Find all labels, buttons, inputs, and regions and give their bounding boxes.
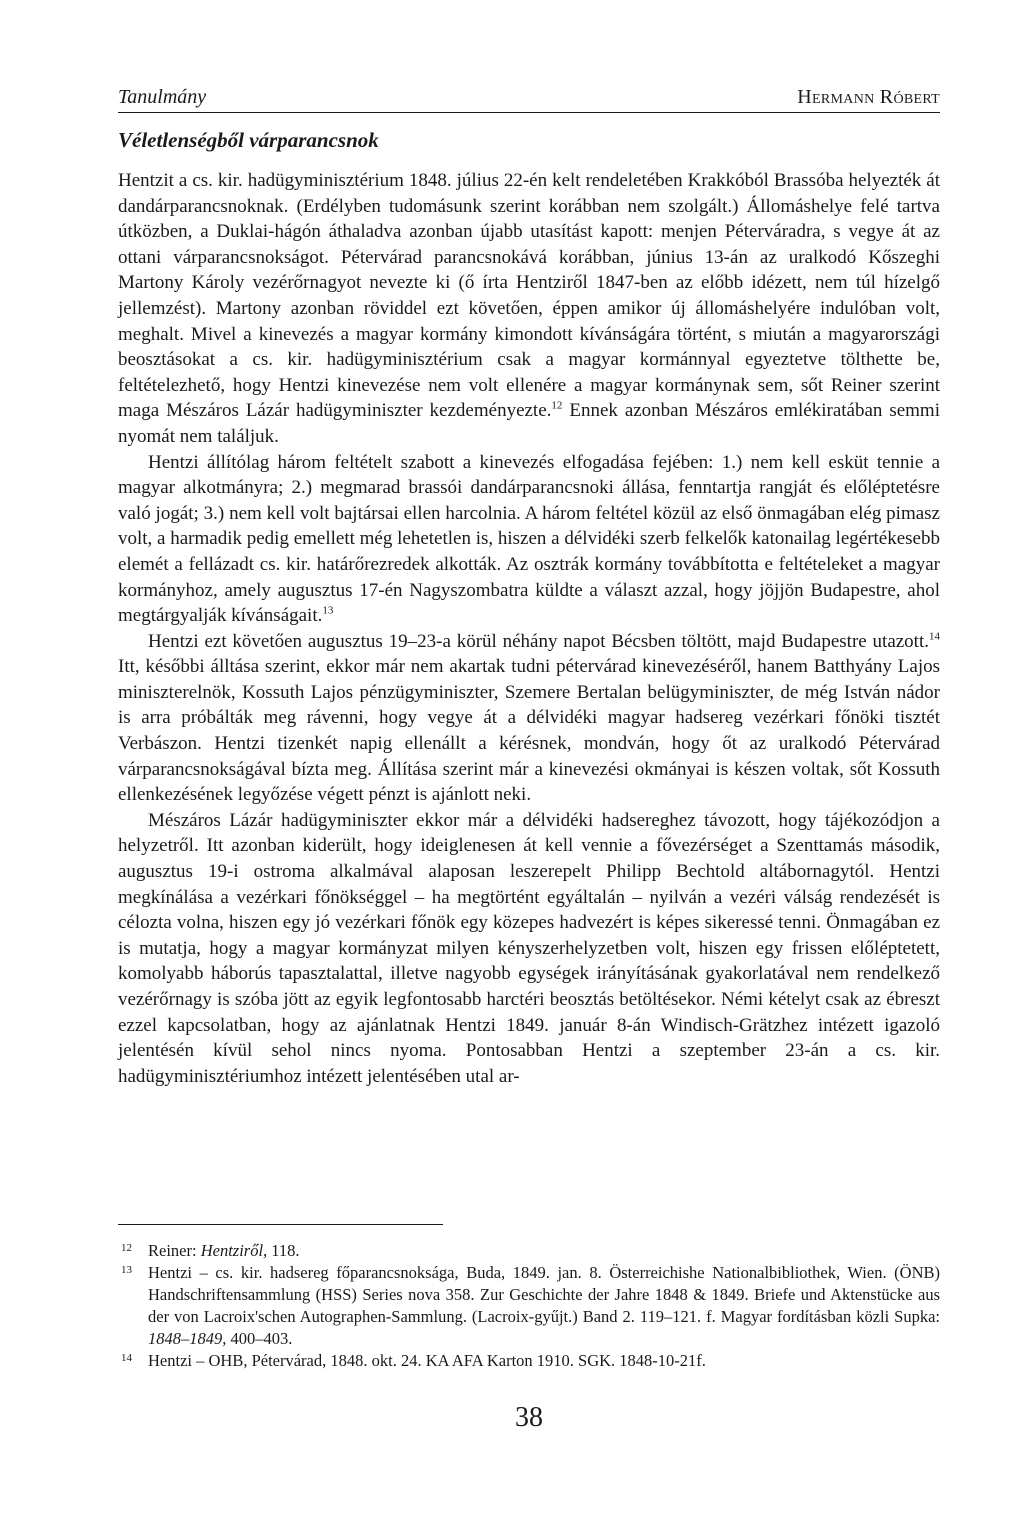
footnote bbox=[118, 1240, 940, 1262]
paragraph bbox=[118, 808, 940, 1090]
footnote-ref[interactable]: 12 bbox=[551, 400, 563, 413]
document-page bbox=[118, 0, 940, 1519]
text-run: Mészáros Lázár hadügyminiszter ekkor már a délvidéki hadsereghez távozott, hogy tájékozódjon a helyzetről. Itt azonban kiderült, hogy ideiglenesen át kell vennie a fővezérséget a Szenttamás második, augusztus 19-i ostroma alkalmával alaposan leszerepelt Philipp Bechtold altábornagytól. Hentzi megkínálása a vezérkari főnökséggel – ha megtörtént egyáltalán – nyilván a vezéri válság rendezését is célozta volna, hiszen egy jó vezérkari főnök egy közepes hadvezért is képes sikeressé tenni. Önmagában ez is mutatja, hogy a magyar kormányzat milyen kényszerhelyzetben volt, hiszen egy frissen előléptetett, komolyabb háborús tapasztalattal, illetve nagyobb egységek irányításának gyakorlatával nem rendelkező vezérőrnagy is szóba jött az egyik legfontosabb harctéri beosztás betöltésekor. Némi kételyt csak az ébreszt ezzel kapcsolatban, hogy az ajánlatnak Hentzi 1849. január 8-án Windisch-Grätzhez intézett igazoló jelentésén kívül sehol nincs nyoma. Pontosabban Hentzi a szeptember 23-án a cs. kir. hadügyminisztériumhoz intézett jelentésében utal ar- bbox=[118, 809, 940, 1087]
footnote-divider bbox=[118, 1224, 443, 1225]
footnote-ref[interactable]: 13 bbox=[322, 604, 334, 617]
footnote-number: 14 bbox=[121, 1352, 132, 1364]
paragraph bbox=[118, 450, 940, 629]
text-run: 400–403. bbox=[226, 1329, 293, 1348]
author-name: Hermann Róbert bbox=[797, 86, 940, 108]
footnotes bbox=[118, 1240, 940, 1372]
italic-text: Hentziről, bbox=[200, 1241, 268, 1260]
text-run: Hentzit a cs. kir. hadügyminisztérium 1848. július 22-én kelt rendeletében Krakkóból Brassóba helyezték át dandárparancsnoknak. (Erdélyben tudomásunk szerint korábban nem szolgált.) Állomáshelye felé tartva útközben, a Duklai-hágón áthaladva azonban újabb utasítást kapott: menjen Péterváradra, s vegye át az ottani várparancsnokságot. Pétervárad parancsnokává korábban, június 13-án az uralkodó Kőszeghi Martony Károly vezérőrnagyot nevezte ki (ő írta Hentziről 1847-ben az előbb idézett, nem túl hízelgő jellemzést). Martony azonban röviddel ezt követően, éppen amikor új állomáshelyére indulóban volt, meghalt. Mivel a kinevezés a magyar kormány kimondott kívánságára történt, s miután a magyarországi beosztásokat a cs. kir. hadügyminisztérium csak a magyar kormánnyal egyeztetve tölthette be, feltételezhető, hogy Hentzi kinevezése nem volt ellenére a magyar kormánynak sem, sőt Reiner szerint maga Mészáros Lázár hadügyminiszter kezdeményezte. bbox=[118, 170, 940, 422]
paragraph bbox=[118, 168, 940, 450]
text-run: Hentzi – OHB, Pétervárad, 1848. okt. 24. KA AFA Karton 1910. SGK. 1848-10-21f. bbox=[148, 1351, 706, 1370]
footnote-number: 13 bbox=[121, 1264, 132, 1276]
text-run: 118. bbox=[267, 1241, 300, 1260]
footnote-ref[interactable]: 14 bbox=[929, 630, 940, 643]
footnote bbox=[118, 1350, 940, 1372]
paragraph bbox=[118, 629, 940, 808]
text-run: Hentzi ezt követően augusztus 19–23-a körül néhány napot Bécsben töltött, majd Budapestre utazott. bbox=[148, 630, 929, 652]
body-text bbox=[118, 168, 940, 1089]
text-run: Ennek azonban Mészáros emlékiratában semmi nyomát nem találjuk. bbox=[118, 400, 940, 447]
text-run: Hentzi – cs. kir. hadsereg főparancsnoksága, Buda, 1849. jan. 8. Österreichishe Nationalbibliothek, Wien. (ÖNB) Handschriftensammlung (HSS) Series nova 358. Zur Geschichte der Jahre 1848 & 1849. Briefe und Aktenstücke aus der von Lacroix'schen Autographen-Sammlung. (Lacroix-gyűjt.) Band 2. 119–121. f. Magyar fordításban közli Supka: bbox=[148, 1263, 940, 1326]
text-run: Hentzi állítólag három feltételt szabott a kinevezés elfogadása fejében: 1.) nem kell esküt tennie a magyar alkotmányra; 2.) megmarad brassói dandárparancsnoki állása, fenntartja rangját és előléptetésre való jogát; 3.) nem kell volt bajtársai ellen harcolnia. A három feltétel közül az első önmagában elég pimasz volt, a harmadik pedig emellett még lehetetlen is, hiszen a délvidéki szerb felkelők katonailag legértékesebb elemét a fellázadt cs. kir. határőrezredek alkották. Az osztrák kormány továbbította e feltételeket a magyar kormányhoz, amely augusztus 17-én Nagyszombatra küldte a választ azzal, hogy jöjjön Budapestre, ahol megtárgyalják kívánságait. bbox=[118, 451, 940, 627]
text-run: Reiner: bbox=[148, 1241, 201, 1260]
page-number: 38 bbox=[515, 1402, 543, 1433]
footnote bbox=[118, 1262, 940, 1350]
section-title: Véletlenségből várparancsnok bbox=[118, 128, 379, 152]
section-label: Tanulmány bbox=[118, 86, 207, 108]
footnote-number: 12 bbox=[121, 1242, 132, 1254]
text-run: Itt, későbbi álltása szerint, ekkor már nem akartak tudni pétervárad kinevezéséről, hanem Batthyány Lajos miniszterelnök, Kossuth Lajos pénzügyminiszter, Szemere Bertalan belügyminiszter, de még István nádor is arra próbálták meg rávenni, hogy vegye át a délvidéki magyar hadsereg vezérkari főnöki tisztét Verbászon. Hentzi tizenkét napig ellenállt a kérésnek, mondván, hogy őt az uralkodó Pétervárad várparancsnokságával bízta meg. Állítása szerint már a kinevezési okmányai is készen voltak, sőt Kossuth ellenkezésének legyőzése végett pénzt is ajánlott neki. bbox=[118, 656, 940, 806]
running-head bbox=[118, 84, 940, 113]
italic-text: 1848–1849, bbox=[148, 1329, 227, 1348]
